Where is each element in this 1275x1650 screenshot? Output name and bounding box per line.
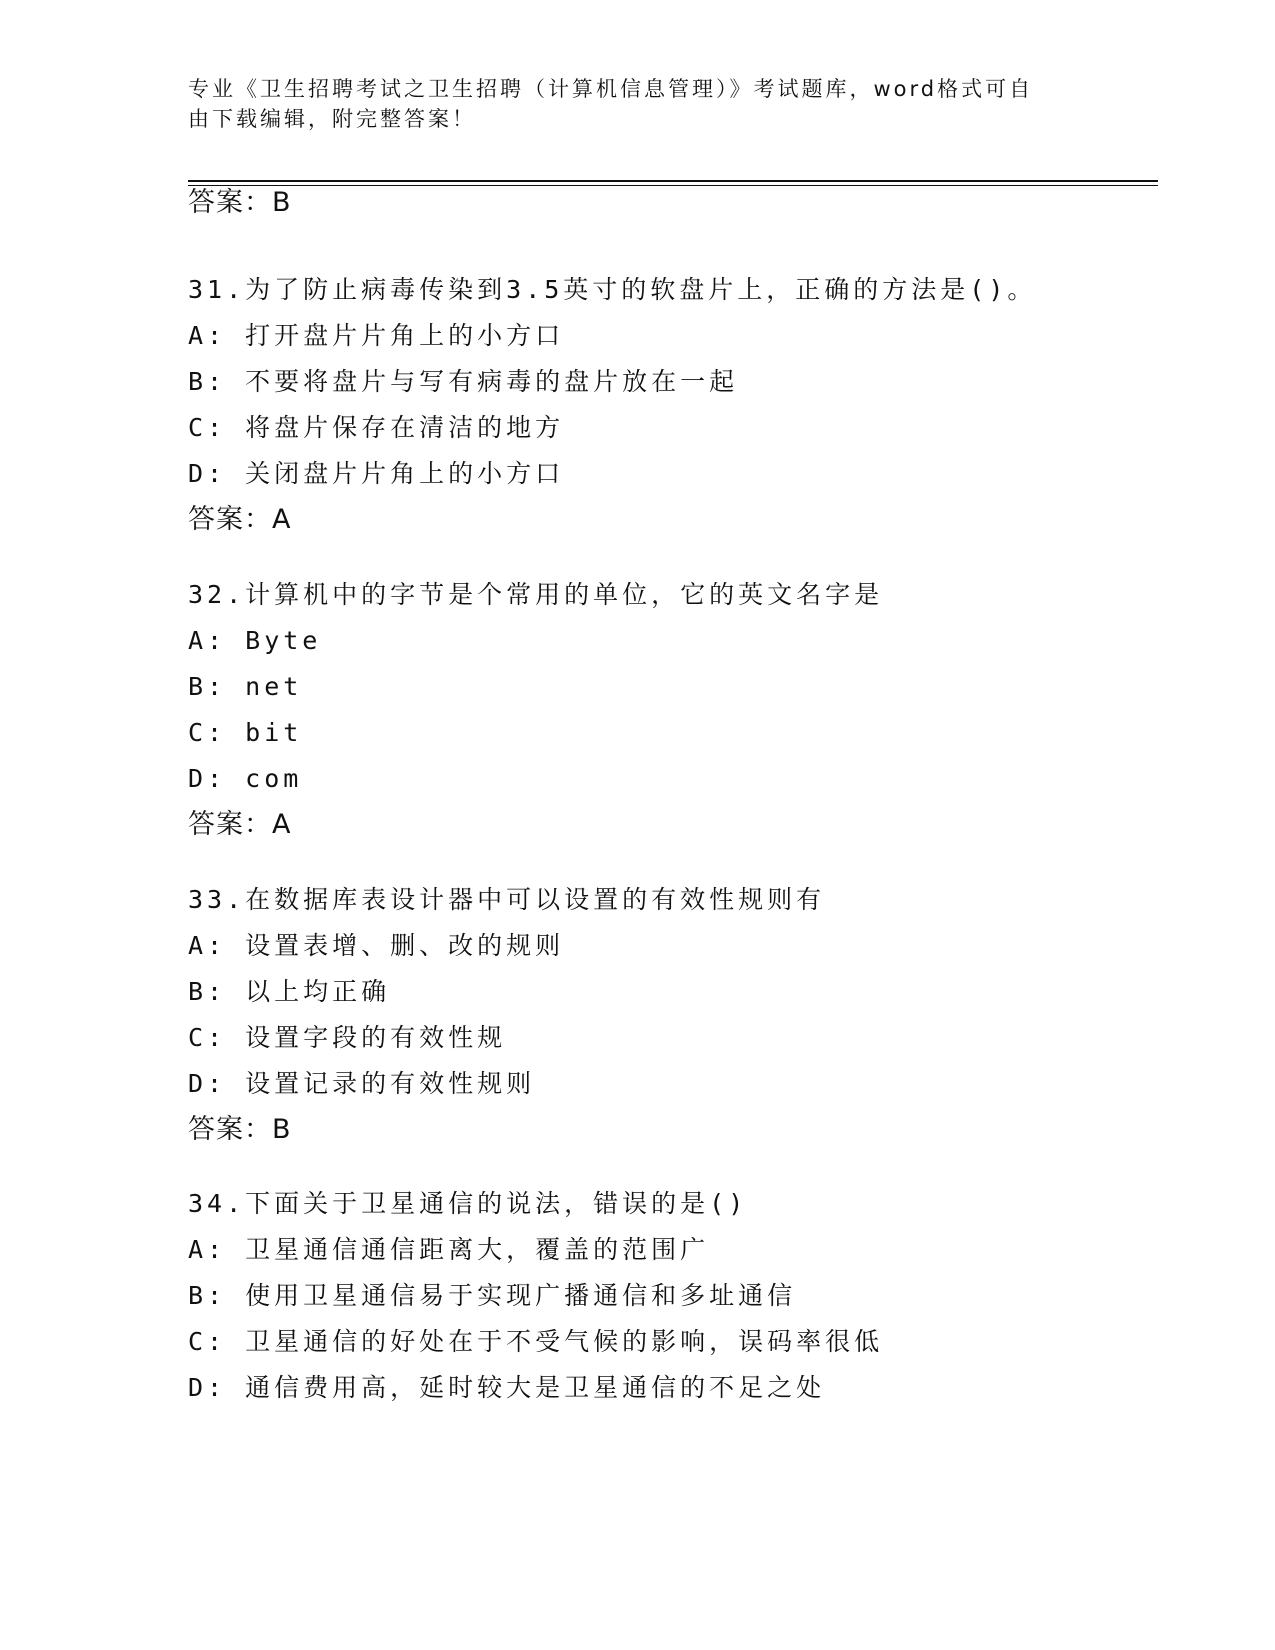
option-c: C: 将盘片保存在清洁的地方 [188,413,565,442]
header-divider-thick [188,180,1158,182]
option-a: A: 卫星通信通信距离大，覆盖的范围广 [188,1235,710,1264]
previous-question-answer: 答案：B [188,187,292,218]
question-31 [188,273,1188,537]
option-d: D: 通信费用高，延时较大是卫星通信的不足之处 [188,1373,826,1402]
question-stem: 31.为了防止病毒传染到3.5英寸的软盘片上，正确的方法是()。 [188,275,1037,304]
question-34 [188,1187,1188,1417]
option-b: B: net [188,672,303,701]
option-a: A: 设置表增、删、改的规则 [188,931,565,960]
option-b: B: 不要将盘片与写有病毒的盘片放在一起 [188,367,739,396]
question-answer: 答案：A [188,809,292,840]
question-answer: 答案：B [188,1114,292,1145]
option-c: C: bit [188,718,303,747]
option-b: B: 以上均正确 [188,977,391,1006]
question-33 [188,883,1188,1147]
header-divider-thin [188,185,1158,186]
option-a: A: Byte [188,626,322,655]
option-c: C: 卫星通信的好处在于不受气候的影响，误码率很低 [188,1327,884,1356]
document-header [188,74,1068,134]
option-d: D: 关闭盘片片角上的小方口 [188,459,565,488]
option-d: D: 设置记录的有效性规则 [188,1069,536,1098]
option-c: C: 设置字段的有效性规 [188,1023,507,1052]
question-32 [188,578,1188,842]
header-line-2: 由下载编辑，附完整答案！ [188,107,476,131]
question-answer: 答案：A [188,504,292,535]
option-d: D: com [188,764,303,793]
option-a: A: 打开盘片片角上的小方口 [188,321,565,350]
option-b: B: 使用卫星通信易于实现广播通信和多址通信 [188,1281,797,1310]
question-stem: 32.计算机中的字节是个常用的单位，它的英文名字是 [188,580,884,609]
header-line-1: 专业《卫生招聘考试之卫生招聘（计算机信息管理）》考试题库，word格式可自 [188,77,1034,101]
question-stem: 33.在数据库表设计器中可以设置的有效性规则有 [188,885,826,914]
question-stem: 34.下面关于卫星通信的说法，错误的是() [188,1189,748,1218]
